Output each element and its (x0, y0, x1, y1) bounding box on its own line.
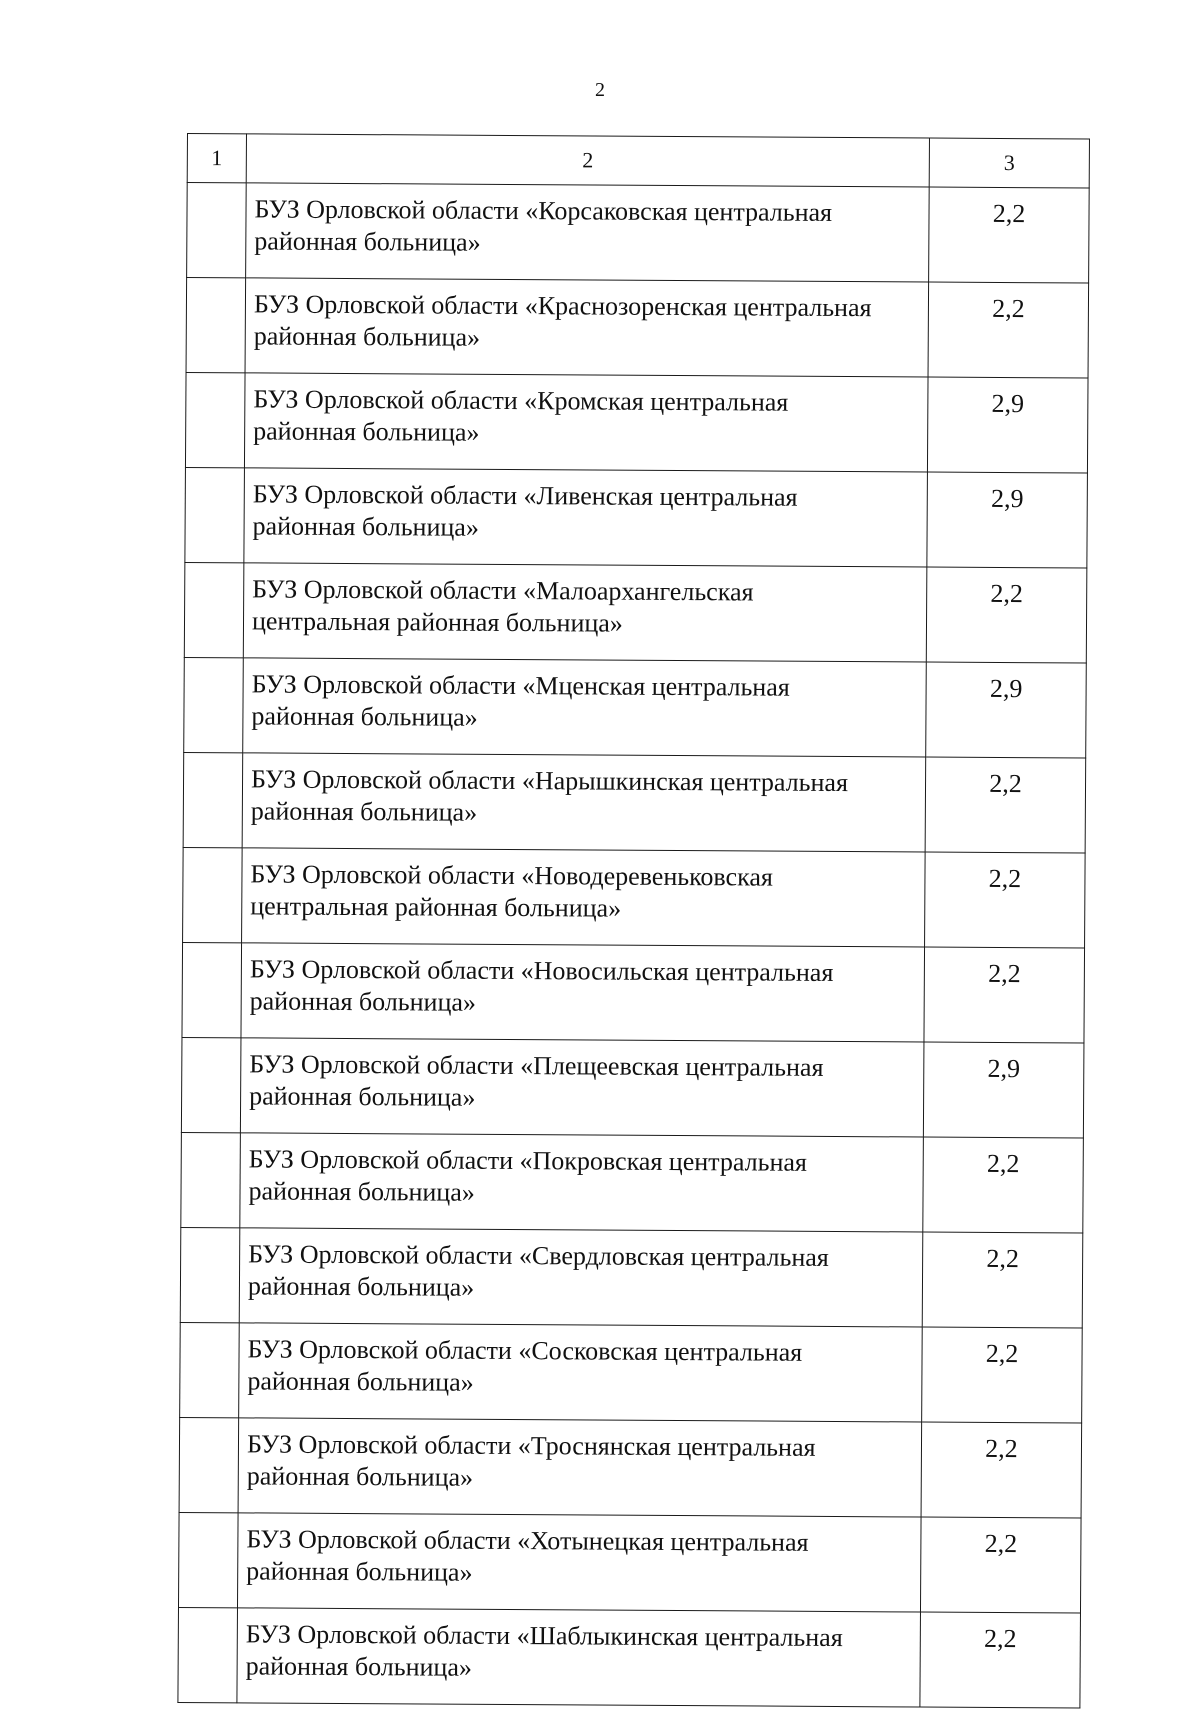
header-col-2: 2 (246, 134, 929, 187)
name-line-2: районная больница» (247, 1366, 474, 1397)
name-line-2: центральная районная больница» (251, 606, 623, 638)
coefficient-cell: 2,2 (920, 1612, 1081, 1708)
institution-name-cell (237, 1608, 921, 1707)
row-number-cell (178, 1512, 238, 1607)
institution-name-cell (238, 1418, 922, 1517)
table-row (183, 752, 1086, 853)
row-number-cell (179, 1417, 239, 1512)
row-number-cell (182, 942, 242, 1037)
institution-name-cell (243, 563, 927, 662)
row-number-cell (184, 657, 244, 752)
institution-name-cell (237, 1513, 921, 1612)
table-row (183, 847, 1086, 948)
table-row (178, 1512, 1081, 1613)
name-line-1: БУЗ Орловской области «Троснянская центральная (246, 1429, 816, 1462)
name-line-1: БУЗ Орловской области «Свердловская центральная (248, 1239, 829, 1272)
table-row (181, 1132, 1084, 1233)
row-number-cell (187, 183, 247, 278)
coefficient-cell: 2,2 (929, 187, 1090, 283)
table-row (181, 1037, 1084, 1138)
coefficient-cell: 2,2 (928, 282, 1089, 378)
row-number-cell (183, 752, 243, 847)
name-line-1: БУЗ Орловской области «Шаблыкинская центральная (245, 1619, 843, 1653)
table-row (184, 562, 1087, 663)
header-col-1: 1 (187, 134, 246, 183)
table-row (182, 942, 1085, 1043)
page-number: 2 (595, 79, 605, 101)
name-line-1: БУЗ Орловской области «Мценская центральная (251, 669, 790, 702)
institution-name-cell (242, 848, 926, 947)
name-line-2: районная больница» (247, 1271, 475, 1302)
name-line-1: БУЗ Орловской области «Сосковская центральная (247, 1334, 803, 1367)
hospital-coefficients-table (177, 133, 1090, 1708)
name-line-2: районная больница» (245, 1651, 473, 1682)
row-number-cell (178, 1607, 238, 1702)
table-row (178, 1607, 1081, 1708)
institution-name-cell (239, 1228, 923, 1327)
coefficient-cell: 2,2 (921, 1422, 1082, 1518)
coefficient-cell: 2,2 (922, 1327, 1083, 1423)
name-line-1: БУЗ Орловской области «Краснозоренская центральная (253, 289, 872, 323)
name-line-1: БУЗ Орловской области «Нарышкинская центральная (250, 764, 849, 798)
table-header-row (187, 134, 1089, 189)
table-row (185, 372, 1088, 473)
row-number-cell (184, 562, 244, 657)
name-line-2: районная больница» (246, 1461, 474, 1492)
institution-name-cell (243, 658, 927, 757)
institution-name-cell (242, 753, 926, 852)
coefficient-cell: 2,9 (926, 662, 1087, 758)
name-line-1: БУЗ Орловской области «Новосильская центральная (249, 954, 834, 987)
row-number-cell (183, 847, 243, 942)
name-line-2: районная больница» (254, 226, 481, 257)
header-col-3: 3 (929, 138, 1089, 188)
name-line-2: районная больница» (252, 511, 479, 542)
table-row (186, 278, 1089, 379)
row-number-cell (181, 1037, 241, 1132)
table-row (179, 1417, 1082, 1518)
institution-name-cell (240, 1133, 924, 1232)
name-line-2: центральная районная больница» (250, 891, 622, 923)
name-line-1: БУЗ Орловской области «Ливенская центральная (252, 479, 798, 512)
institution-name-cell (246, 183, 930, 282)
name-line-2: районная больница» (249, 1081, 476, 1112)
institution-name-cell (244, 468, 928, 567)
row-number-cell (185, 372, 245, 467)
name-line-1: БУЗ Орловской области «Хотынецкая центральная (246, 1524, 809, 1557)
name-line-1: БУЗ Орловской области «Плещеевская центральная (249, 1049, 824, 1082)
coefficient-cell: 2,2 (925, 852, 1086, 948)
name-line-2: районная больница» (251, 701, 478, 732)
row-number-cell (180, 1227, 240, 1322)
coefficient-cell: 2,2 (920, 1517, 1081, 1613)
name-line-1: БУЗ Орловской области «Малоархангельская (252, 574, 754, 607)
coefficient-cell: 2,2 (922, 1232, 1083, 1328)
name-line-2: районная больница» (253, 321, 481, 352)
name-line-1: БУЗ Орловской области «Покровская центральная (248, 1144, 808, 1177)
name-line-2: районная больница» (248, 1176, 475, 1207)
coefficient-cell: 2,2 (923, 1137, 1084, 1233)
coefficient-cell: 2,2 (926, 567, 1087, 663)
institution-name-cell (244, 373, 928, 472)
name-line-2: районная больница» (249, 986, 477, 1017)
institution-name-cell (240, 1038, 924, 1137)
table-row (185, 467, 1088, 568)
row-number-cell (185, 467, 245, 562)
name-line-2: районная больница» (253, 416, 480, 447)
name-line-1: БУЗ Орловской области «Кромская центральная (253, 384, 789, 417)
coefficient-cell: 2,9 (927, 377, 1088, 473)
name-line-2: районная больница» (250, 796, 478, 827)
coefficient-cell: 2,2 (925, 757, 1086, 853)
name-line-1: БУЗ Орловской области «Новодеревеньковская (250, 859, 773, 892)
name-line-2: районная больница» (246, 1556, 473, 1587)
row-number-cell (180, 1322, 240, 1417)
institution-name-cell (239, 1323, 923, 1422)
row-number-cell (186, 278, 246, 373)
table-row (184, 657, 1087, 758)
institution-name-cell (241, 943, 925, 1042)
table-row (180, 1227, 1083, 1328)
name-line-1: БУЗ Орловской области «Корсаковская центральная (254, 194, 833, 227)
coefficient-cell: 2,9 (923, 1042, 1084, 1138)
row-number-cell (181, 1132, 241, 1227)
institution-name-cell (245, 278, 929, 377)
coefficient-cell: 2,9 (927, 472, 1088, 568)
table-row (180, 1322, 1083, 1423)
coefficient-cell: 2,2 (924, 947, 1085, 1043)
table-row (187, 183, 1090, 284)
